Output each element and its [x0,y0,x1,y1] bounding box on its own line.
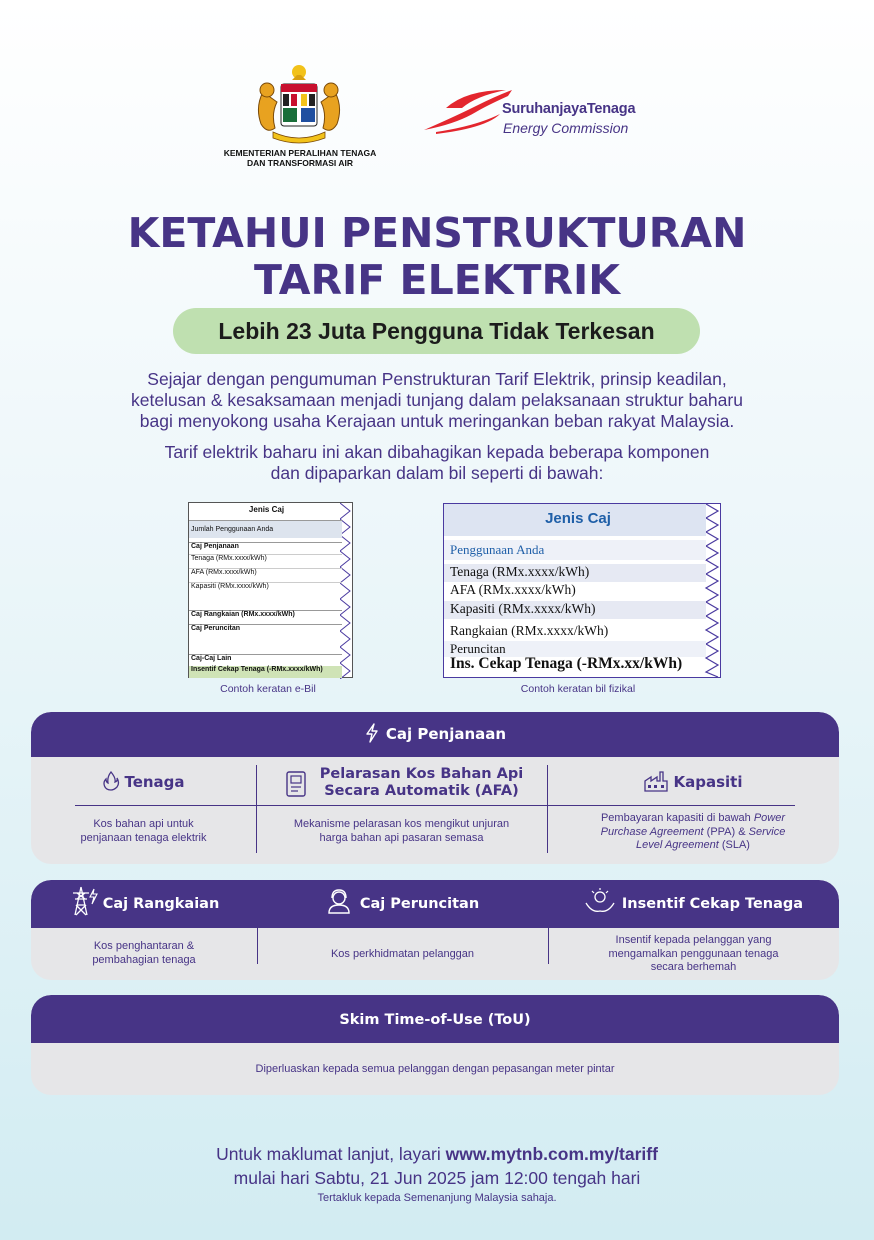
retail-heading [257,880,548,928]
pbill-usage: Penggunaan Anda [444,540,706,560]
desc-line: Insentif kepada pelanggan yang [615,934,772,946]
ministry-line-2: DAN TRANSFORMASI AIR [247,158,353,168]
energy-title: Tenaga [124,773,185,791]
pbill-incentive: Ins. Cekap Tenaga (-RMx.xx/kWh) [450,655,683,672]
pbill-network: Rangkaian (RMx.xxxx/kWh) [450,623,609,638]
ebill-item: Kapasiti (RMx.xxxx/kWh) [189,582,342,590]
afa-title-line: Secara Automatik (AFA) [324,783,519,799]
incentive-heading [548,880,839,928]
ebill-incentive: Insentif Cekap Tenaga (-RMx.xxxx/kWh) [189,666,342,678]
capacity-title: Kapasiti [673,773,743,791]
ebill-caption: Contoh keratan e-Bil [220,683,316,695]
tariff-link[interactable]: www.mytnb.com.my/tariff [445,1144,658,1164]
retail-desc: Kos perkhidmatan pelanggan [330,948,475,960]
ministry-line-1: KEMENTERIAN PERALIHAN TENAGA [223,148,377,158]
capacity-column [547,770,839,794]
intro-line: bagi menyokong usaha Kerajaan untuk meringankan beban rakyat Malaysia. [139,411,735,431]
desc-em: Power [753,812,786,824]
afa-desc [256,818,547,845]
pbill-capacity: Kapasiti (RMx.xxxx/kWh) [444,601,706,619]
intro-line: Sejajar dengan pengumuman Penstrukturan Tarif Elektrik, prinsip keadilan, [147,369,727,389]
desc-text: (SLA) [718,839,750,851]
ebill-item: AFA (RMx.xxxx/kWh) [189,568,342,576]
footer-info [0,1144,874,1165]
ebill-retail: Caj Peruncitan [189,624,342,632]
footer-date: mulai hari Sabtu, 21 Jun 2025 jam 12:00 tengah hari [233,1168,641,1188]
desc-em: Purchase Agreement [600,825,704,838]
energy-desc [31,818,256,845]
main-title-line-2: TARIF ELEKTRIK [253,256,621,304]
commission-name-en: Energy Commission [503,120,629,136]
flame-icon [102,771,120,791]
footer-note: Tertakluk kepada Semenanjung Malaysia sahaja. [317,1192,557,1204]
retail-title: Caj Peruncitan [359,896,480,912]
power-plant-icon [644,770,668,792]
desc-line: Kos bahan api untuk [93,818,194,830]
tou-header: Skim Time-of-Use (ToU) [31,995,839,1043]
capacity-desc [561,812,825,853]
main-title-line-1: KETAHUI PENSTRUKTURAN [127,209,747,257]
desc-line: harga bahan api pasaran semasa [319,831,484,844]
afa-title-line: Pelarasan Kos Bahan Api [319,766,524,782]
pbill-energy: Tenaga (RMx.xxxx/kWh) [444,564,706,582]
subtitle-pill: Lebih 23 Juta Pengguna Tidak Terkesan [173,308,700,354]
other-charges-header [31,880,839,928]
network-heading [31,880,257,928]
pbill-retail: Peruncitan [444,641,706,657]
ebill-usage: Jumlah Penggunaan Anda [189,520,342,538]
energy-column [31,770,256,794]
ebill-network: Caj Rangkaian (RMx.xxxx/kWh) [189,610,342,618]
generation-panel [31,712,839,864]
pbill-afa: AFA (RMx.xxxx/kWh) [450,582,576,597]
desc-line: secara berhemah [650,961,737,973]
intro-line: dan dipaparkan dalam bil seperti di bawah: [270,463,604,483]
customer-service-icon [326,888,352,914]
commission-name: SuruhanjayaTenaga [502,101,636,117]
ministry-name [200,148,400,168]
torn-edge-icon [704,504,720,677]
ebill-gen-title: Caj Penjanaan [189,542,342,550]
desc-line: Kos penghantaran & [93,940,195,952]
generation-header [31,712,839,757]
incentive-desc [548,934,839,975]
physical-bill-sample [443,503,721,678]
incentive-title: Insentif Cekap Tenaga [621,896,804,912]
intro-line: Tarif elektrik baharu ini akan dibahagikan kepada beberapa komponen [164,442,710,462]
footer-text: Untuk maklumat lanjut, layari [216,1144,446,1164]
desc-text: Pembayaran kapasiti di bawah [600,812,754,824]
lightning-icon [364,723,380,743]
desc-em: Level Agreement [636,839,719,851]
lightbulb-hand-icon [584,887,616,915]
ebill-sample [188,502,353,678]
ebill-others: Caj-Caj Lain [189,654,342,662]
physical-bill-caption: Contoh keratan bil fizikal [520,683,636,695]
intro-paragraph-1 [80,369,794,432]
national-crest-logo [245,62,353,146]
network-desc [31,940,257,967]
ebill-header: Jenis Caj [248,505,285,514]
desc-line: pembahagian tenaga [92,953,196,966]
desc-line: penjanaan tenaga elektrik [80,831,207,844]
tou-desc: Diperluaskan kepada semua pelanggan dengan pepasangan meter pintar [255,1063,615,1075]
tou-panel [31,995,839,1095]
network-title: Caj Rangkaian [102,896,220,912]
intro-paragraph-2 [80,442,794,484]
transmission-tower-icon [69,885,99,917]
intro-line: ketelusan & kesaksamaan menjadi tunjang dalam pelaksanaan struktur baharu [131,390,743,410]
desc-em: Service [748,825,786,838]
generation-title: Caj Penjanaan [385,725,507,743]
desc-line: mengamalkan penggunaan tenaga [608,947,779,960]
desc-text: (PPA) & [703,825,749,838]
ebill-item: Tenaga (RMx.xxxx/kWh) [189,554,342,562]
desc-line: Mekanisme pelarasan kos mengikut unjuran [293,818,510,830]
pbill-header: Jenis Caj [444,504,706,536]
other-charges-panel [31,880,839,980]
